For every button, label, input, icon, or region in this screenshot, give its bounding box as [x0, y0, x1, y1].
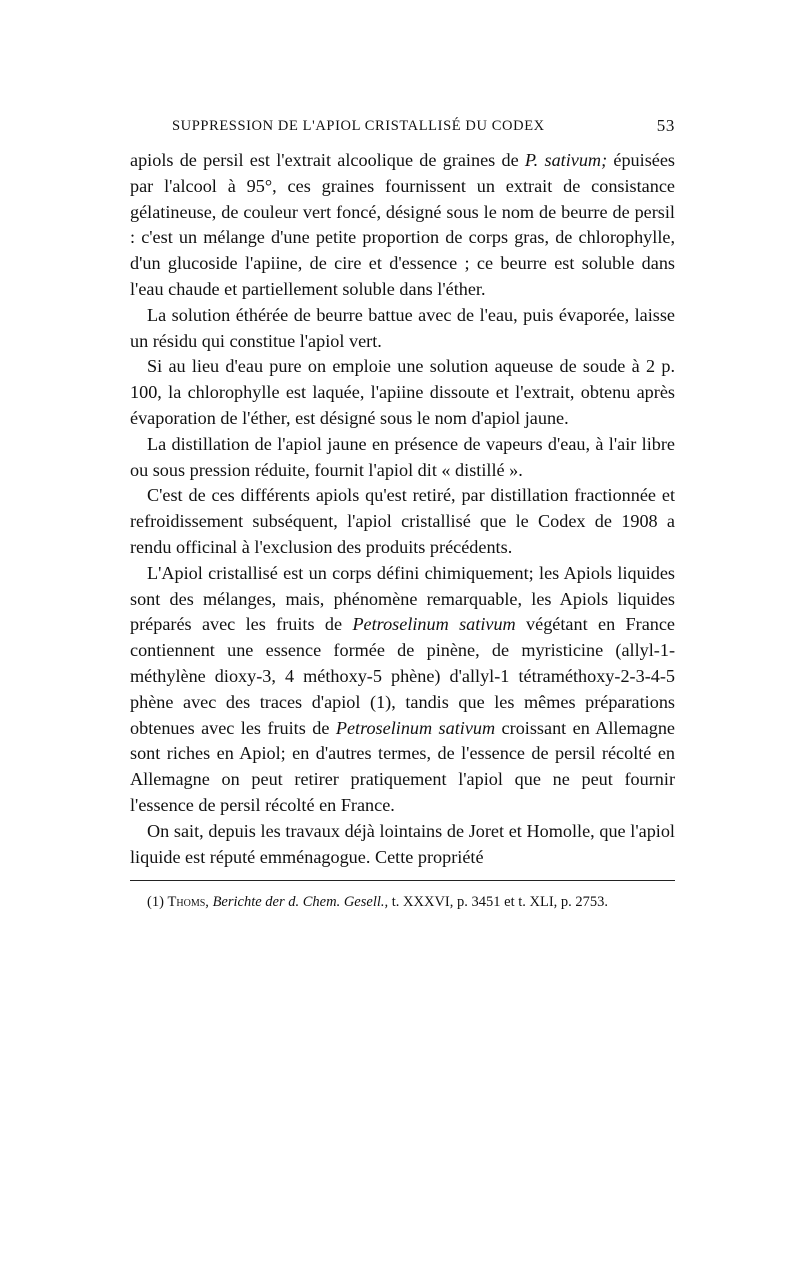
- running-head-title: SUPPRESSION DE L'APIOL CRISTALLISÉ DU CODEX: [172, 118, 545, 134]
- paragraph: [130, 303, 675, 355]
- paragraph: [130, 432, 675, 484]
- book-page: [130, 112, 675, 911]
- italic-text: P. sativum;: [524, 150, 608, 170]
- italic-text: Petroselinum sativum: [335, 717, 496, 738]
- paragraph: [130, 148, 675, 303]
- footnote-reference: t. XXXVI, p. 3451 et t. XLI, p. 2753.: [391, 894, 609, 911]
- paragraph: [130, 819, 675, 871]
- body-text: [130, 148, 675, 870]
- text-run: C'est de ces différents apiols qu'est retiré, par distillation fractionnée et refroidissement subséquent, l'apiol cristallisé que le Codex de 1908 a rendu officinal à l'exclusion des produits précédents.: [130, 485, 675, 557]
- running-head: [130, 112, 675, 136]
- text-run: Si au lieu d'eau pure on emploie une solution aqueuse de soude à 2 p. 100, la chlorophylle est laquée, l'apiine dissoute et l'extrait, obtenu après évaporation de l'éther, est désigné sous le nom d'apiol jaune.: [130, 356, 675, 428]
- text-run: épuisées par l'alcool à 95°, ces graines fournissent un extrait de consistance gélatineuse, de couleur vert foncé, désigné sous le nom de beurre de persil : c'est un mélange d'une petite proportion de corps gras, de chlorophylle, d'un glucoside l'apiine, de cire et d'essence ; ce beurre est soluble dans l'eau chaude et partiellement soluble dans l'éther.: [130, 150, 675, 299]
- text-run: La distillation de l'apiol jaune en présence de vapeurs d'eau, à l'air libre ou sous pression réduite, fournit l'apiol dit « distillé ».: [130, 433, 675, 480]
- footnote-marker: (1): [147, 894, 164, 911]
- text-run: croissant en Allemagne sont riches en Apiol; en d'autres termes, de l'essence de persil récolté en Allemagne on peut retirer pratiquement l'apiol que ne peut fournir l'essence de persil récolté en France.: [130, 717, 676, 815]
- page-number: 53: [656, 116, 675, 135]
- footnote-rule: [130, 880, 675, 881]
- footnote-author: Thoms,: [167, 894, 209, 911]
- footnote-citation: Berichte der d. Chem. Gesell.,: [212, 894, 389, 911]
- italic-text: Petroselinum sativum: [352, 614, 516, 635]
- paragraph: [130, 561, 675, 819]
- text-run: L'Apiol cristallisé est un corps défini chimiquement; les Apiols liquides sont des mélanges, mais, phénomène remarquable, les Apiols liquides préparés avec les fruits de: [130, 562, 675, 635]
- text-run: On sait, depuis les travaux déjà lointains de Joret et Homolle, que l'apiol liquide est réputé emménagogue. Cette propriété: [130, 820, 675, 867]
- text-run: végétant en France contiennent une essence formée de pinène, de myristicine (allyl-1-méthylène dioxy-3, 4 méthoxy-5 phène) d'allyl-1 tétraméthoxy-2-3-4-5 phène avec des traces d'apiol (1), tandis que les mêmes préparations obtenues avec les fruits de: [130, 614, 675, 738]
- text-run: apiols de persil est l'extrait alcoolique de graines de: [130, 150, 525, 170]
- paragraph: [130, 354, 675, 431]
- text-run: La solution éthérée de beurre battue avec de l'eau, puis évaporée, laisse un résidu qui constitue l'apiol vert.: [130, 304, 675, 351]
- footnote: [130, 893, 675, 911]
- paragraph: [130, 483, 675, 560]
